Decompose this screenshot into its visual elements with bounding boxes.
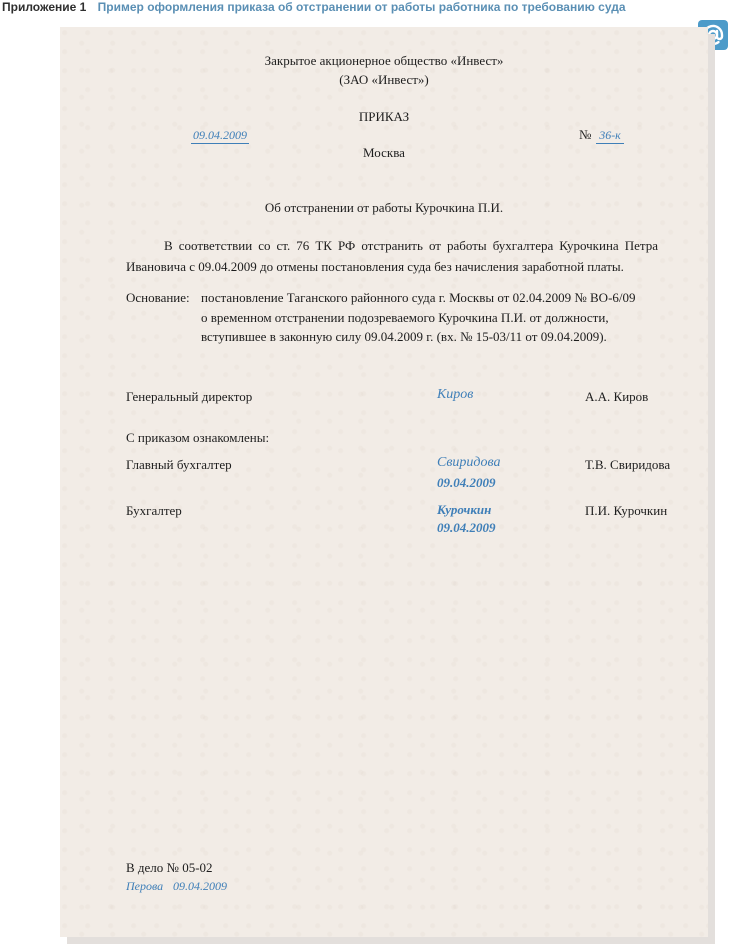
director-title: Генеральный директор xyxy=(126,389,253,404)
chief-accountant-date: 09.04.2009 xyxy=(437,475,496,490)
acquainted-label: С приказом ознакомлены: xyxy=(126,430,270,445)
appendix-label: Приложение 1 xyxy=(2,0,87,14)
document-type: ПРИКАЗ xyxy=(358,109,410,124)
order-city: Москва xyxy=(363,145,405,160)
organization-name: Закрытое акционерное общество «Инвест» xyxy=(264,53,504,68)
accountant-name: П.И. Курочкин xyxy=(585,503,668,518)
director-name: А.А. Киров xyxy=(585,389,649,404)
order-subject: Об отстранении от работы Курочкина П.И. xyxy=(264,200,504,215)
basis-line-1: постановление Таганского районного суда г. Москвы от 02.04.2009 № ВО-6/09 xyxy=(201,290,636,305)
basis-label: Основание: xyxy=(126,290,190,305)
file-note: В дело № 05-02 xyxy=(126,860,213,875)
file-date: 09.04.2009 xyxy=(173,879,227,893)
basis-line-2: о временном отстранении подозреваемого Курочкина П.И. от должности, xyxy=(201,310,609,325)
organization-short-name: (ЗАО «Инвест») xyxy=(339,72,429,87)
appendix-caption xyxy=(2,0,626,18)
order-body: В соответствии со ст. 76 ТК РФ отстранить от работы бухгалтера Курочкина Петра Ивановича с 09.04.2009 до отмены постановления суда без начисления заработной платы. xyxy=(126,238,658,274)
accountant-date: 09.04.2009 xyxy=(437,520,496,535)
order-number-label: № xyxy=(579,127,592,142)
file-signature: Перова xyxy=(126,879,164,893)
accountant-signature: Курочкин xyxy=(437,502,492,517)
chief-accountant-signature: Свиридова xyxy=(437,455,501,470)
order-number: 36-к xyxy=(596,128,624,144)
director-signature: Киров xyxy=(437,387,474,402)
order-date: 09.04.2009 xyxy=(193,128,247,142)
appendix-title: Пример оформления приказа об отстранении от работы работника по требованию суда xyxy=(97,0,626,14)
order-document xyxy=(60,27,708,937)
accountant-title: Бухгалтер xyxy=(126,503,182,518)
chief-accountant-name: Т.В. Свиридова xyxy=(585,457,671,472)
basis-line-3: вступившее в законную силу 09.04.2009 г. (вх. № 15-03/11 от 09.04.2009). xyxy=(201,329,607,344)
chief-accountant-title: Главный бухгалтер xyxy=(126,457,232,472)
